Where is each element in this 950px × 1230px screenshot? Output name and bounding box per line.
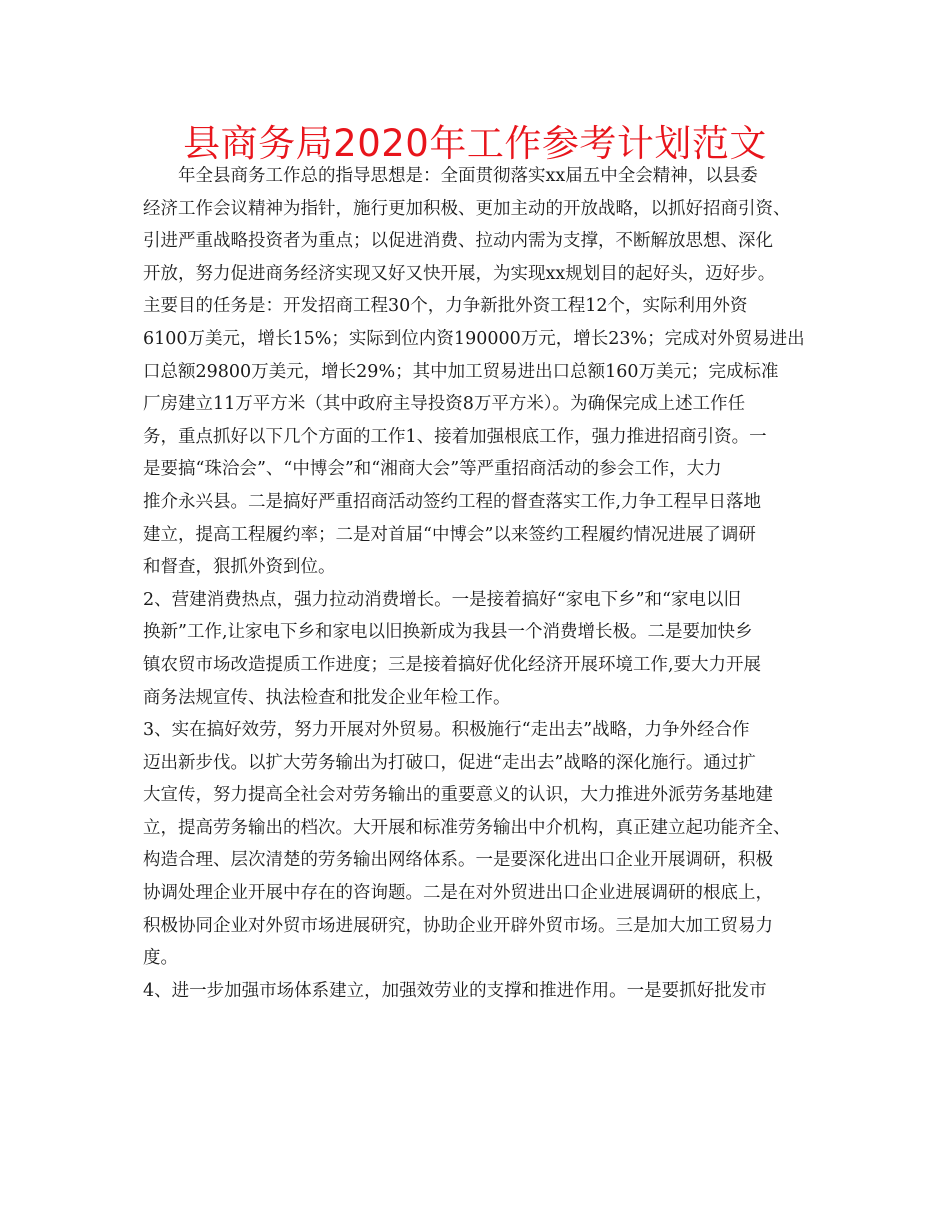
- body-text-line: 口总额29800万美元，增长29%；其中加工贸易进出口总额160万美元；完成标准: [143, 361, 779, 382]
- body-text-line: 协调处理企业开展中存在的咨询题。二是在对外贸进出口企业进展调研的根底上，: [143, 883, 773, 904]
- body-text-line: 迈出新步伐。以扩大劳务输出为打破口，促进“走出去”战略的深化施行。通过扩: [143, 752, 756, 773]
- body-text-line: 立，提高劳务输出的档次。大开展和标准劳务输出中介机构，真正建立起功能齐全、: [143, 817, 791, 838]
- body-text-line: 推介永兴县。二是搞好严重招商活动签约工程的督查落实工作,力争工程早日落地: [143, 491, 762, 512]
- body-text-line: 和督查，狠抓外资到位。: [143, 557, 336, 578]
- body-text-line: 经济工作会议精神为指针，施行更加积极、更加主动的开放战略，以抓好招商引资、: [143, 198, 791, 219]
- document-body: [143, 160, 827, 1007]
- body-text-line: 大宣传，努力提高全社会对劳务输出的重要意义的认识，大力推进外派劳务基地建: [143, 785, 773, 806]
- body-text-line: 3、实在搞好效劳，努力开展对外贸易。积极施行“走出去”战略，力争外经合作: [143, 720, 750, 741]
- body-text-line: 是要搞“珠洽会”、“中博会”和“湘商大会”等严重招商活动的参会工作，大力: [143, 459, 722, 480]
- body-text-line: 主要目的任务是：开发招商工程30个，力争新批外资工程12个，实际利用外资: [143, 296, 748, 317]
- body-text-line: 2、营建消费热点，强力拉动消费增长。一是接着搞好“家电下乡”和“家电以旧: [143, 589, 741, 610]
- body-text-line: 务，重点抓好以下几个方面的工作1、接着加强根底工作，强力推进招商引资。一: [143, 426, 767, 447]
- body-text-line: 换新”工作,让家电下乡和家电以旧换新成为我县一个消费增长极。二是要加快乡: [143, 622, 753, 643]
- body-text-line: 商务法规宣传、执法检查和批发企业年检工作。: [143, 687, 511, 708]
- body-text-line: 镇农贸市场改造提质工作进度；三是接着搞好优化经济开展环境工作,要大力开展: [143, 654, 762, 675]
- body-text-line: 6100万美元，增长15%；实际到位内资190000万元，增长23%；完成对外贸易进出: [143, 328, 805, 349]
- body-text-line: 开放，努力促进商务经济实现又好又快开展，为实现xx规划目的起好头，迈好步。: [143, 263, 776, 284]
- body-text-line: 积极协同企业对外贸市场进展研究，协助企业开辟外贸市场。三是加大加工贸易力: [143, 915, 773, 936]
- body-text-line: 年全县商务工作总的指导思想是：全面贯彻落实xx届五中全会精神，以县委: [178, 166, 758, 186]
- body-text-line: 构造合理、层次清楚的劳务输出网络体系。一是要深化进出口企业开展调研，积极: [143, 850, 773, 871]
- body-text-line: 引进严重战略投资者为重点；以促进消费、拉动内需为支撑，不断解放思想、深化: [143, 231, 773, 252]
- body-text-line: 建立，提高工程履约率；二是对首届“中博会”以来签约工程履约情况进展了调研: [143, 524, 756, 545]
- body-text-line: 厂房建立11万平方米（其中政府主导投资8万平方米）。为确保完成上述工作任: [143, 394, 746, 415]
- body-text-line: 4、进一步加强市场体系建立，加强效劳业的支撑和推进作用。一是要抓好批发市: [143, 980, 767, 1001]
- document-title: 县商务局2020年工作参考计划范文: [183, 122, 767, 165]
- body-text-line: 度。: [143, 948, 178, 969]
